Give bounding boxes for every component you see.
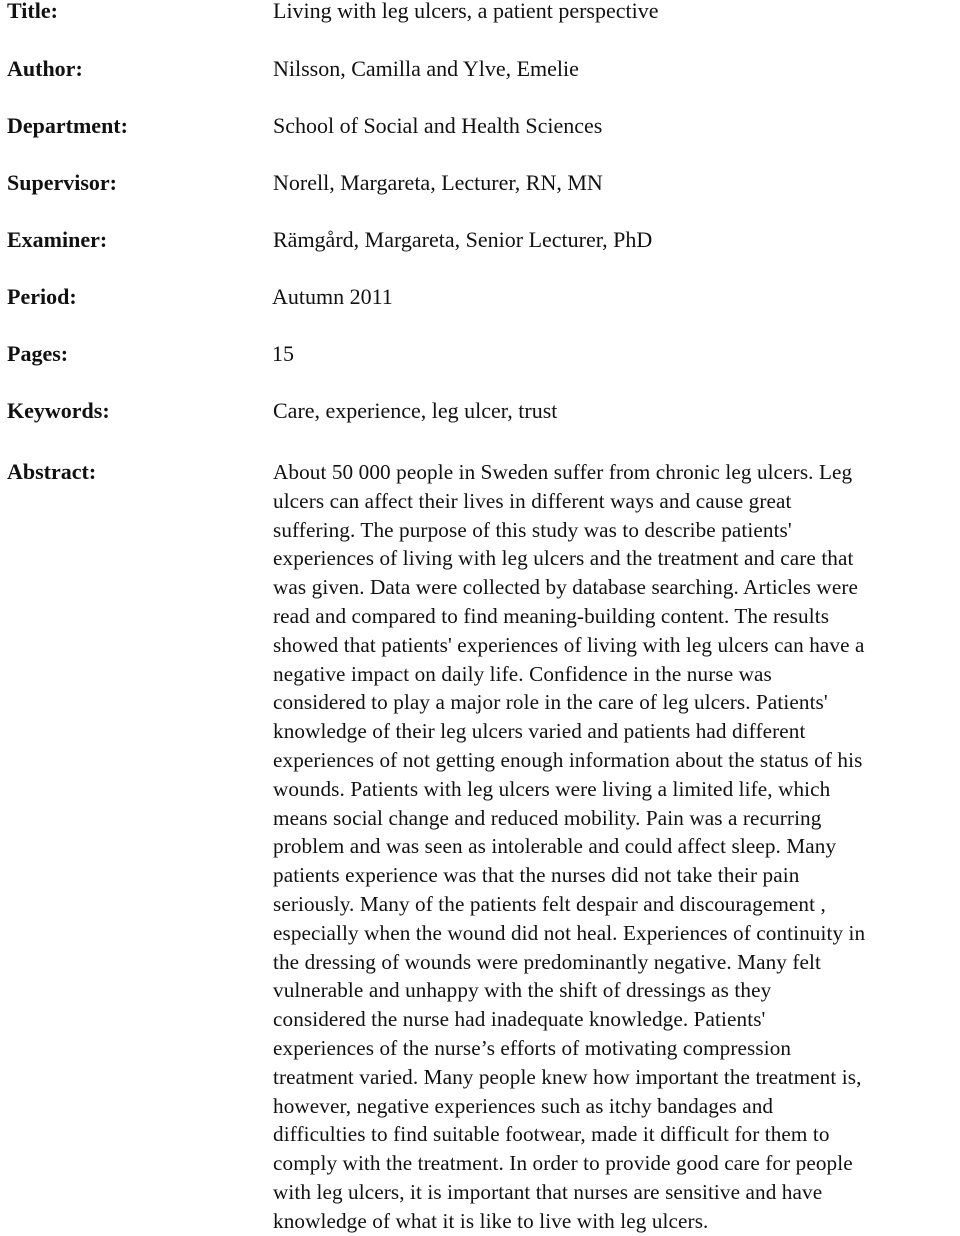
- abstract-line: knowledge of what it is like to live with leg ulcers.: [273, 1208, 709, 1233]
- supervisor-value: Norell, Margareta, Lecturer, RN, MN: [273, 170, 603, 195]
- abstract-line: experiences of living with leg ulcers and the treatment and care that: [273, 546, 854, 571]
- abstract-line: problem and was seen as intolerable and could affect sleep. Many: [273, 834, 837, 859]
- abstract-body: [273, 458, 959, 1236]
- abstract-line: especially when the wound did not heal. Experiences of continuity in: [273, 920, 866, 945]
- period-label: Period:: [7, 284, 77, 309]
- abstract-line: the dressing of wounds were predominantly negative. Many felt: [273, 949, 822, 974]
- title-value: Living with leg ulcers, a patient perspective: [273, 0, 659, 23]
- abstract-line: with leg ulcers, it is important that nurses are sensitive and have: [273, 1179, 823, 1204]
- title-label: Title:: [7, 0, 58, 23]
- pages-label: Pages:: [7, 341, 69, 366]
- period-value: Autumn 2011: [272, 284, 393, 309]
- abstract-line: comply with the treatment. In order to provide good care for people: [273, 1151, 853, 1176]
- abstract-line: experiences of the nurse’s efforts of motivating compression: [273, 1035, 792, 1060]
- abstract-line: considered to play a major role in the care of leg ulcers. Patients': [273, 690, 828, 715]
- abstract-line: however, negative experiences such as itchy bandages and: [273, 1093, 774, 1118]
- examiner-value: Rämgård, Margareta, Senior Lecturer, PhD: [273, 227, 653, 252]
- abstract-line: showed that patients' experiences of living with leg ulcers can have a: [273, 632, 865, 657]
- abstract-line: difficulties to find suitable footwear, made it difficult for them to: [273, 1122, 830, 1147]
- abstract-line: experiences of not getting enough information about the status of his: [273, 747, 863, 772]
- supervisor-label: Supervisor:: [7, 170, 117, 195]
- abstract-line: ulcers can affect their lives in different ways and cause great: [273, 488, 792, 513]
- abstract-line: seriously. Many of the patients felt despair and discouragement ,: [273, 891, 826, 916]
- abstract-line: means social change and reduced mobility. Pain was a recurring: [273, 805, 822, 830]
- abstract-line: was given. Data were collected by database searching. Articles were: [273, 575, 858, 600]
- department-label: Department:: [7, 113, 128, 138]
- abstract-label: Abstract:: [7, 459, 97, 484]
- author-label: Author:: [7, 56, 83, 81]
- abstract-line: read and compared to find meaning-building content. The results: [273, 603, 830, 628]
- abstract-line: knowledge of their leg ulcers varied and patients had different: [273, 719, 806, 744]
- keywords-value: Care, experience, leg ulcer, trust: [273, 398, 558, 423]
- abstract-line: patients experience was that the nurses did not take their pain: [273, 863, 800, 888]
- examiner-label: Examiner:: [7, 227, 108, 252]
- abstract-line: considered the nurse had inadequate knowledge. Patients': [273, 1007, 766, 1032]
- abstract-line: About 50 000 people in Sweden suffer from chronic leg ulcers. Leg: [273, 460, 853, 484]
- author-value: Nilsson, Camilla and Ylve, Emelie: [273, 56, 579, 81]
- abstract-line: treatment varied. Many people knew how important the treatment is,: [273, 1064, 862, 1089]
- abstract-line: negative impact on daily life. Confidence in the nurse was: [273, 661, 772, 686]
- pages-value: 15: [272, 341, 294, 366]
- abstract-line: wounds. Patients with leg ulcers were living a limited life, which: [273, 776, 831, 801]
- abstract-line: vulnerable and unhappy with the shift of dressings as they: [273, 978, 772, 1003]
- keywords-label: Keywords:: [7, 398, 110, 423]
- department-value: School of Social and Health Sciences: [273, 113, 603, 138]
- abstract-line: suffering. The purpose of this study was to describe patients': [273, 517, 792, 542]
